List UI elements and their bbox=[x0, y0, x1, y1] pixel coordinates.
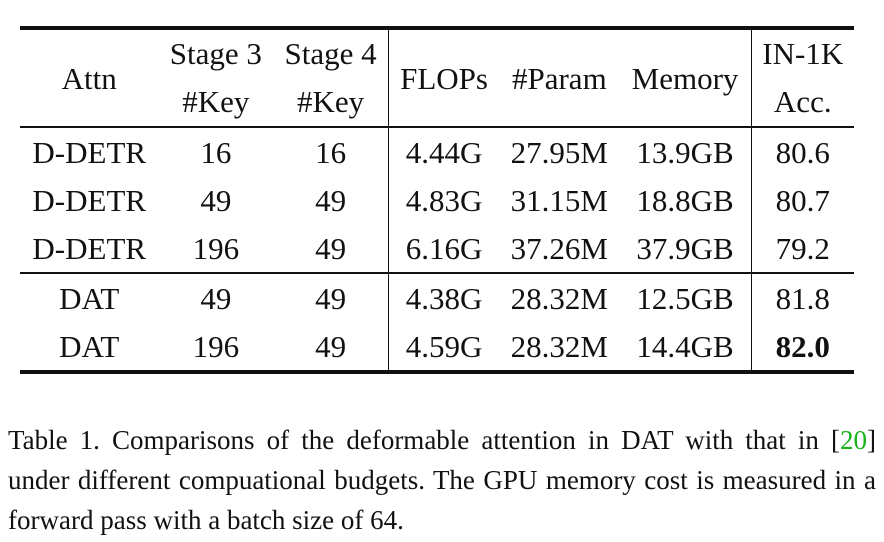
header-acc-line2: Acc. bbox=[751, 76, 854, 127]
table-row bbox=[20, 176, 854, 224]
cell-param: 28.32M bbox=[499, 273, 619, 322]
cell-param: 28.32M bbox=[499, 322, 619, 372]
results-table bbox=[20, 26, 854, 374]
cell-memory: 13.9GB bbox=[620, 127, 751, 176]
cell-flops: 4.44G bbox=[389, 127, 500, 176]
table-caption bbox=[8, 420, 876, 540]
cell-attn: DAT bbox=[20, 273, 158, 322]
table-row bbox=[20, 224, 854, 273]
header-stage4: Stage 4 bbox=[284, 35, 377, 71]
cell-key3: 49 bbox=[158, 273, 273, 322]
cell-key4: 49 bbox=[315, 230, 347, 266]
citation-link[interactable]: 20 bbox=[840, 425, 867, 455]
cell-flops: 4.83G bbox=[389, 176, 500, 224]
caption-text-before: Comparisons of the deformable attention in DAT with that in [ bbox=[112, 425, 840, 455]
cell-acc: 80.7 bbox=[751, 176, 854, 224]
cell-key4: 49 bbox=[273, 322, 388, 372]
cell-param: 31.15M bbox=[510, 182, 608, 218]
caption-text-after: ] under different compuational budgets. The GPU memory cost is measured in a forward pass with a batch size of 64. bbox=[8, 425, 876, 535]
cell-key3: 196 bbox=[158, 322, 273, 372]
cell-param: 27.95M bbox=[499, 127, 619, 176]
header-key4: #Key bbox=[297, 83, 365, 119]
cell-attn: D-DETR bbox=[32, 182, 147, 218]
cell-attn: DAT bbox=[20, 322, 158, 372]
cell-flops: 6.16G bbox=[389, 224, 500, 273]
cell-param: 37.26M bbox=[510, 230, 608, 266]
table-row bbox=[20, 322, 854, 372]
cell-key3: 49 bbox=[200, 182, 232, 218]
cell-memory: 14.4GB bbox=[620, 322, 751, 372]
cell-memory: 12.5GB bbox=[620, 273, 751, 322]
cell-acc: 80.6 bbox=[751, 127, 854, 176]
cell-attn: D-DETR bbox=[20, 127, 158, 176]
header-row-1 bbox=[20, 28, 854, 76]
header-acc-line1: IN-1K bbox=[751, 28, 854, 76]
header-memory: Memory bbox=[631, 60, 739, 96]
header-attn: Attn bbox=[61, 60, 117, 96]
cell-attn: D-DETR bbox=[32, 230, 147, 266]
cell-acc-best: 82.0 bbox=[751, 322, 854, 372]
header-flops: FLOPs bbox=[389, 28, 500, 127]
table-row bbox=[20, 127, 854, 176]
cell-key3: 16 bbox=[158, 127, 273, 176]
cell-acc: 79.2 bbox=[751, 224, 854, 273]
cell-key4: 49 bbox=[273, 273, 388, 322]
table-row bbox=[20, 273, 854, 322]
header-key3: #Key bbox=[182, 83, 250, 119]
cell-memory: 37.9GB bbox=[636, 230, 734, 266]
cell-flops: 4.38G bbox=[389, 273, 500, 322]
caption-label: Table 1. bbox=[8, 425, 100, 455]
cell-key4: 16 bbox=[273, 127, 388, 176]
cell-memory: 18.8GB bbox=[636, 182, 734, 218]
cell-acc: 81.8 bbox=[751, 273, 854, 322]
header-param: #Param bbox=[511, 60, 607, 96]
header-stage3: Stage 3 bbox=[169, 35, 262, 71]
cell-key3: 196 bbox=[192, 230, 240, 266]
cell-key4: 49 bbox=[315, 182, 347, 218]
cell-flops: 4.59G bbox=[389, 322, 500, 372]
